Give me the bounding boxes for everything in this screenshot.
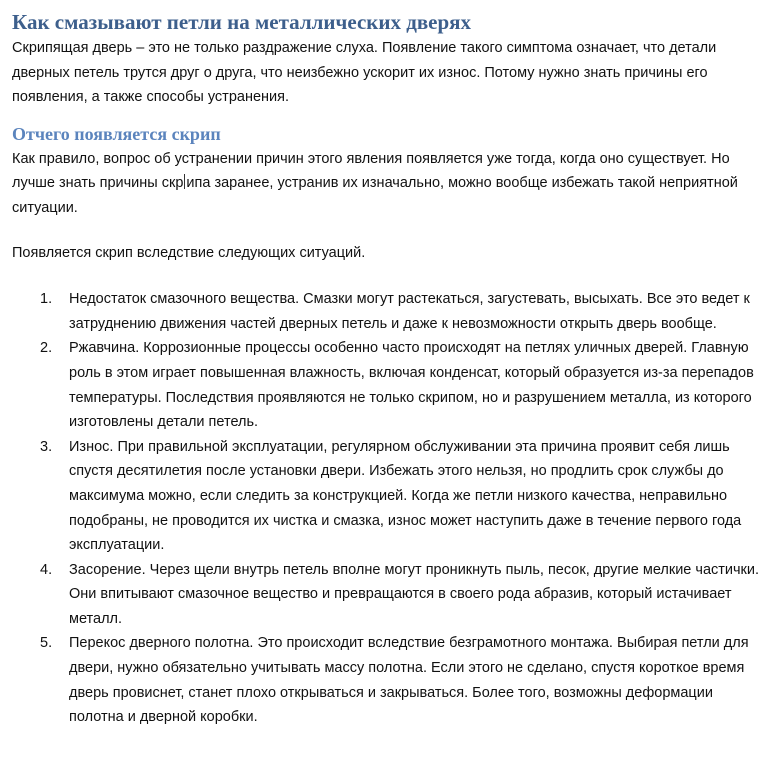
section-paragraph-part-2: ипа заранее, устранив их изначально, можно вообще избежать такой неприятной ситуации. [12,175,738,216]
list-item-number: 1. [40,291,53,308]
list-item-text: Ржавчина. Коррозионные процессы особенно часто происходят на петлях уличных дверей. Главную роль в этом играет повышенная влажность, включая конденсат, который образуется из-за перепадов температуры. Последствия проявляются не только скрипом, но и разрушением металла, из которого изготовлены детали петель. [69,340,754,431]
list-item-number: 2. [40,340,53,357]
section-heading: Отчего появляется скрип [12,123,221,144]
list-item-text: Недостаток смазочного вещества. Смазки могут растекаться, загустевать, высыхать. Все это ведет к затруднению движения частей дверных петель и даже к невозможности открыть дверь вообще. [69,291,750,332]
page-title: Как смазывают петли на металлических дверях [12,10,472,34]
section-paragraph-part-1: Как правило, вопрос об устранении причин этого явления появляется уже тогда, когда оно существует. Но лучше знать причины скр [12,150,730,192]
list-item-text: Износ. При правильной эксплуатации, регулярном обслуживании эта причина проявит себя лишь спустя десятилетия после установки двери. Избежать этого нельзя, но продлить срок службы до максимума можно, если следить за конструкцией. Когда же петли низкого качества, неправильно подобраны, не проводится их чистка и смазка, износ может наступить даже в течение первого года эксплуатации. [69,438,742,554]
list-item-text: Перекос дверного полотна. Это происходит вследствие безграмотного монтажа. Выбирая петли для двери, нужно обязательно учитывать массу полотна. Если этого не сделано, спустя короткое время дверь провиснет, станет плохо открываться и закрываться. Более того, возможны деформации полотна и дверной коробки. [69,635,749,726]
causes-list [12,287,764,730]
list-item-text: Засорение. Через щели внутрь петель вполне могут проникнуть пыль, песок, другие мелкие частички. Они впитывают смазочное вещество и превращаются в своего рода абразив, который истачивает металл. [69,561,760,627]
list-lead-paragraph: Появляется скрип вследствие следующих ситуаций. [12,244,366,261]
intro-paragraph: Скрипящая дверь – это не только раздражение слуха. Появление такого симптома означает, что детали дверных петель трутся друг о друга, что неизбежно ускорит их износ. Потому нужно знать причины его появления, а также способы устранения. [12,40,717,106]
section-paragraph[interactable] [12,147,764,221]
list-item-number: 3. [40,438,53,455]
list-item-number: 4. [40,561,53,578]
list-item [12,336,764,434]
list-item [12,631,764,729]
list-item [12,287,764,336]
list-item-number: 5. [40,635,53,652]
list-item [12,558,764,632]
list-item [12,435,764,558]
document [12,8,764,730]
